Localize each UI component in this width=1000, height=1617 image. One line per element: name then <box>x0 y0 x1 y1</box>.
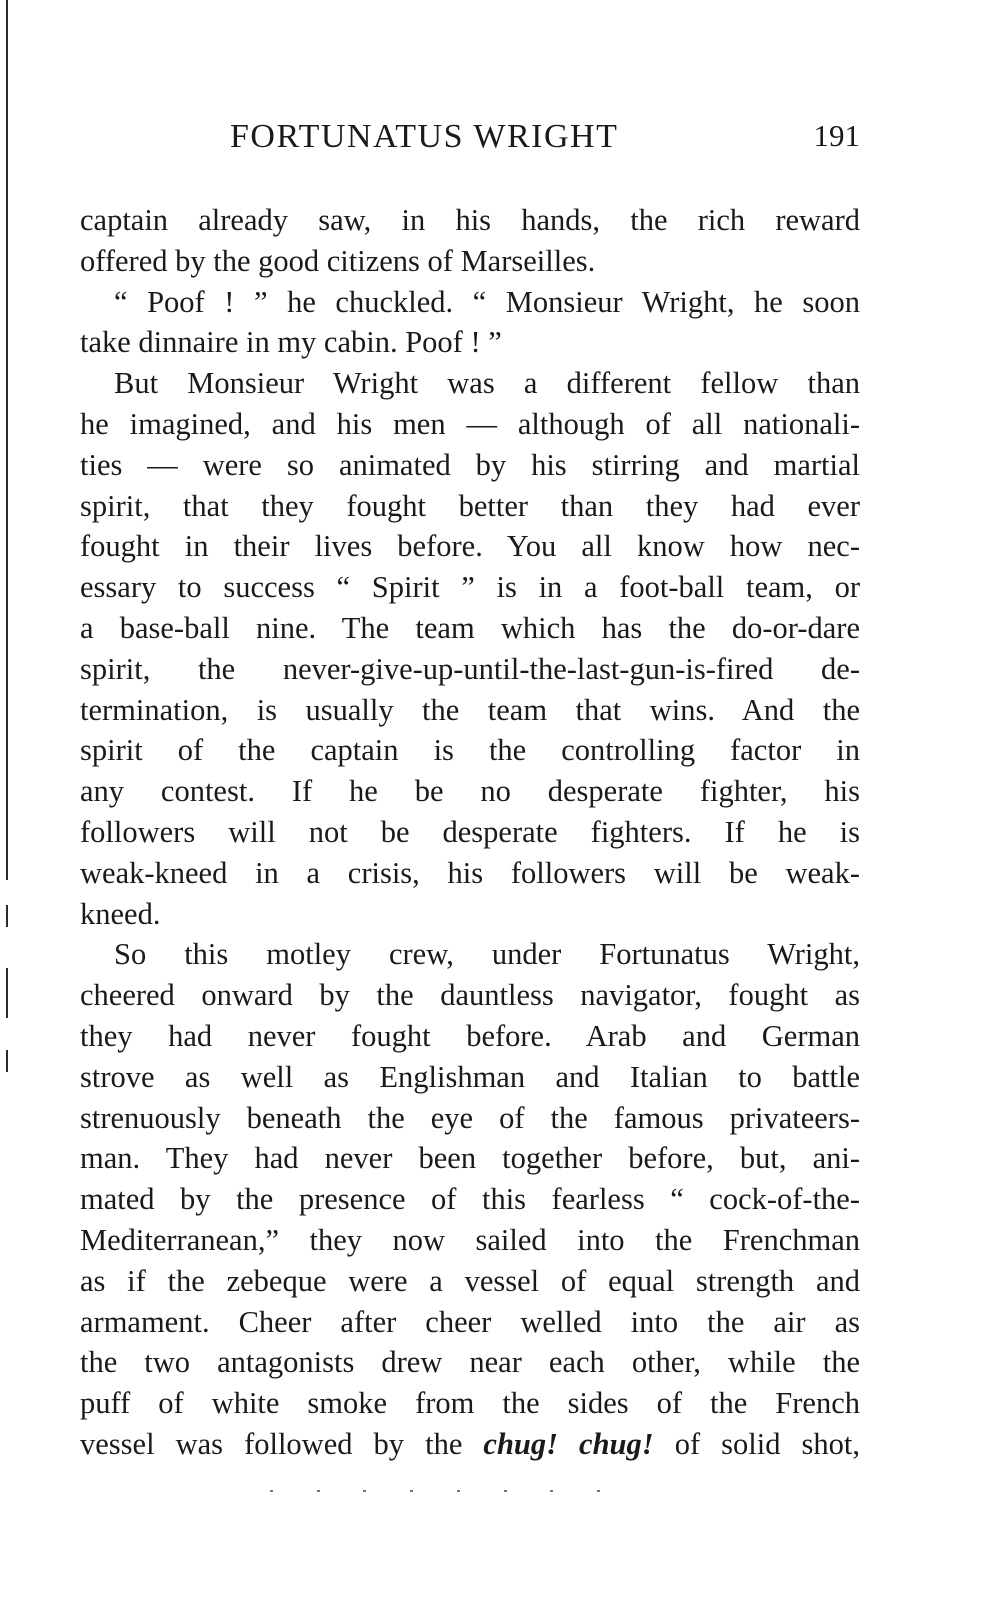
text-line: ties — were so animated by his stirring and martial <box>80 447 860 482</box>
text-line: spirit, the never-give-up-until-the-last-gun-is-fired de- <box>80 651 860 686</box>
page-number: 191 <box>813 118 860 153</box>
text-line: strove as well as Englishman and Italian to battle <box>80 1059 860 1094</box>
text-line: spirit, that they fought better than they had ever <box>80 488 860 523</box>
text-line: termination, is usually the team that wins. And the <box>80 692 860 727</box>
text-line: the two antagonists drew near each other, while the <box>80 1345 860 1380</box>
text-line: captain already saw, in his hands, the rich reward <box>80 203 860 237</box>
printer-dot <box>270 1490 273 1492</box>
page-header <box>80 112 860 162</box>
text-line: he imagined, and his men — although of all nationali- <box>80 406 860 441</box>
text-line: take dinnaire in my cabin. Poof ! ” <box>80 325 502 360</box>
text-line: Mediterranean,” they now sailed into the Frenchman <box>80 1222 860 1257</box>
printer-marks <box>270 1490 600 1496</box>
text-line: cheered onward by the dauntless navigator, fought as <box>80 978 860 1013</box>
text-line: weak-kneed in a crisis, his followers will be weak- <box>80 855 860 890</box>
spine-mark <box>6 968 8 1018</box>
text-line: puff of white smoke from the sides of the French <box>80 1386 860 1421</box>
printer-dot <box>457 1490 460 1492</box>
printer-dot <box>410 1490 413 1492</box>
text-line: fought in their lives before. You all know how nec- <box>80 529 860 564</box>
text-line: “ Poof ! ” he chuckled. “ Monsieur Wright, he soon <box>114 284 860 319</box>
spine-mark <box>6 905 8 927</box>
printer-dot <box>550 1490 553 1492</box>
text-line: kneed. <box>80 896 161 931</box>
printer-dot <box>317 1490 320 1492</box>
text-line: they had never fought before. Arab and German <box>80 1018 860 1053</box>
text-line: followers will not be desperate fighters. If he is <box>80 814 860 849</box>
text-line: as if the zebeque were a vessel of equal strength and <box>80 1263 860 1298</box>
spine-mark <box>6 1050 8 1072</box>
text-line: spirit of the captain is the controlling factor in <box>80 733 860 768</box>
running-title: FORTUNATUS WRIGHT <box>230 118 619 155</box>
text-line: offered by the good citizens of Marseilles. <box>80 243 596 278</box>
printer-dot <box>504 1490 507 1492</box>
text-segment: vessel was followed by the <box>80 1426 484 1461</box>
text-line: But Monsieur Wright was a different fellow than <box>114 366 860 401</box>
text-line: man. They had never been together before, but, ani- <box>80 1141 860 1176</box>
emphasized-text: chug! chug! <box>483 1426 654 1461</box>
text-line: a base-ball nine. The team which has the do-or-dare <box>80 610 860 645</box>
text-line: strenuously beneath the eye of the famous privateers- <box>80 1100 860 1135</box>
text-line: mated by the presence of this fearless “ cock-of-the- <box>80 1182 860 1217</box>
body-text <box>80 200 860 1465</box>
text-line: essary to success “ Spirit ” is in a foot-ball team, or <box>80 570 860 605</box>
text-line: So this motley crew, under Fortunatus Wright, <box>114 937 860 972</box>
text-line-final <box>80 1424 860 1465</box>
text-line: armament. Cheer after cheer welled into the air as <box>80 1304 860 1339</box>
printer-dot <box>363 1490 366 1492</box>
text-segment: of solid shot, <box>653 1426 860 1461</box>
page-spine-edge <box>6 0 8 880</box>
text-line: any contest. If he be no desperate fighter, his <box>80 774 860 809</box>
printer-dot <box>597 1490 600 1492</box>
